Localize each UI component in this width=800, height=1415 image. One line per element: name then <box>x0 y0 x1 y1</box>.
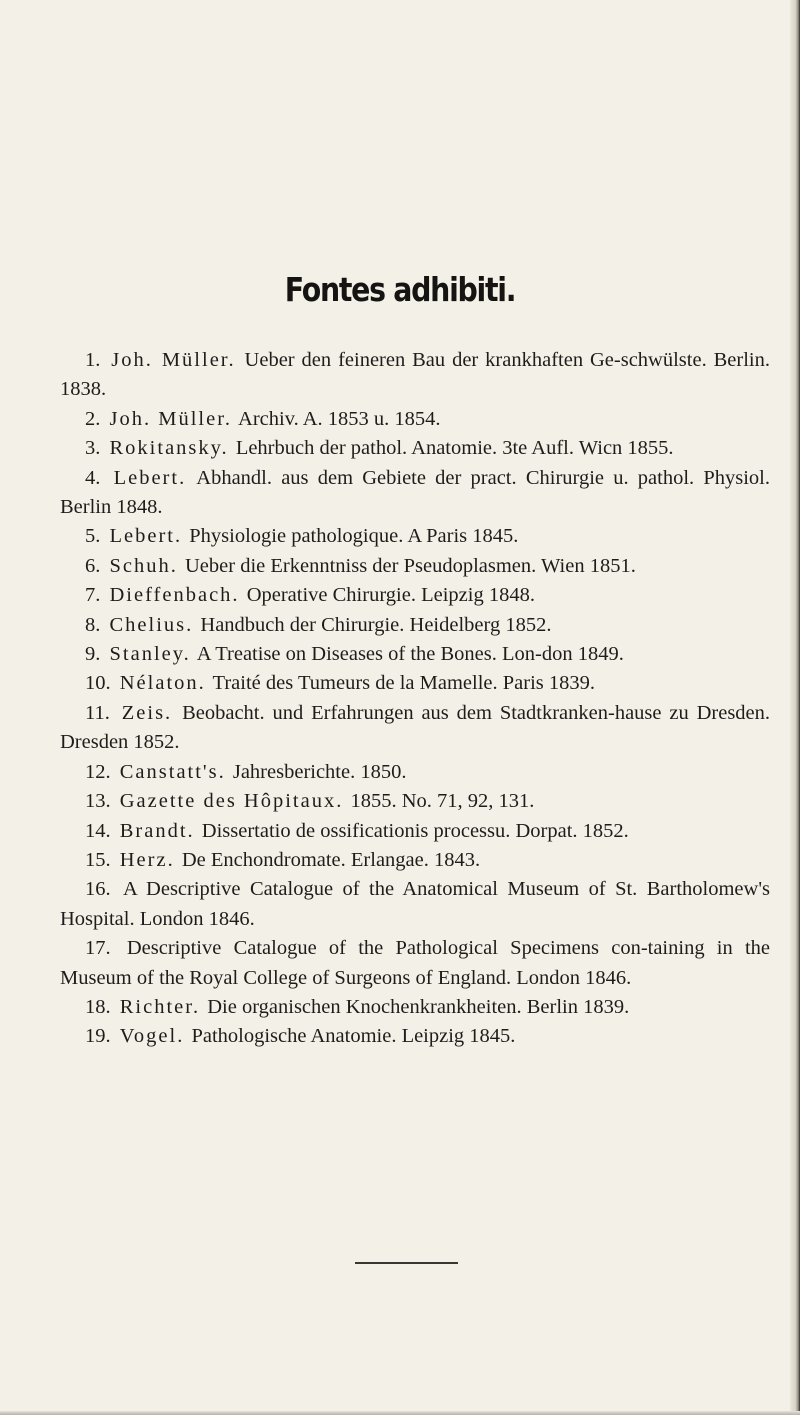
reference-item <box>60 699 770 758</box>
reference-item <box>60 875 770 934</box>
reference-number: 12. <box>85 760 111 783</box>
reference-item <box>60 405 770 434</box>
reference-author: Stanley. <box>109 643 191 666</box>
reference-number: 17. <box>85 937 111 960</box>
reference-author: Vogel. <box>119 1025 185 1048</box>
reference-number: 15. <box>85 848 111 871</box>
reference-item <box>60 464 770 523</box>
page-title: Fontes adhibiti. <box>284 270 516 309</box>
reference-item <box>60 346 770 405</box>
reference-author: Richter. <box>119 995 201 1018</box>
reference-number: 16. <box>85 878 111 901</box>
reference-text: Dissertatio de ossificationis processu. Dorpat. 1852. <box>201 819 629 842</box>
reference-author: Joh. Müller. <box>109 407 233 430</box>
reference-text: Jahresberichte. 1850. <box>232 760 407 783</box>
reference-author: Canstatt's. <box>119 760 226 783</box>
reference-text: Archiv. A. 1853 u. 1854. <box>238 407 441 430</box>
reference-item <box>60 434 770 463</box>
reference-text: Physiologie pathologique. A Paris 1845. <box>189 525 519 548</box>
reference-text: Traité des Tumeurs de la Mamelle. Paris 1839. <box>212 672 595 695</box>
reference-list <box>60 346 770 1052</box>
reference-text: Beobacht. und Erfahrungen aus dem Stadtkranken-hause zu Dresden. Dresden 1852. <box>60 701 771 754</box>
reference-number: 18. <box>85 995 111 1018</box>
reference-author: Nélaton. <box>119 672 206 695</box>
reference-number: 1. <box>85 349 101 371</box>
reference-number: 10. <box>85 672 111 695</box>
reference-item <box>60 611 770 640</box>
reference-item <box>60 1022 770 1051</box>
reference-text: A Descriptive Catalogue of the Anatomical Museum of St. Bartholomew's Hospital. London 1846. <box>60 878 770 930</box>
reference-author: Herz. <box>119 848 175 871</box>
reference-text: Descriptive Catalogue of the Pathological Specimens con-taining in the Museum of the Royal College of Surgeons of England. London 1846. <box>60 937 771 989</box>
reference-number: 9. <box>85 643 101 666</box>
reference-number: 5. <box>85 525 101 548</box>
reference-number: 3. <box>85 437 101 460</box>
reference-item <box>60 846 770 875</box>
reference-number: 6. <box>85 554 101 577</box>
reference-number: 13. <box>85 790 111 813</box>
reference-author: Joh. Müller. <box>111 349 236 371</box>
reference-author: Lebert. <box>109 525 183 548</box>
reference-author: Gazette des Hôpitaux. <box>119 790 344 813</box>
reference-item <box>60 817 770 846</box>
reference-author: Chelius. <box>109 613 194 636</box>
reference-item <box>60 787 770 816</box>
reference-text: Ueber die Erkenntniss der Pseudoplasmen. Wien 1851. <box>185 554 636 577</box>
reference-text: De Enchondromate. Erlangae. 1843. <box>181 848 481 871</box>
reference-text: Die organischen Knochenkrankheiten. Berlin 1839. <box>207 995 630 1018</box>
page-bottom-edge <box>0 1411 800 1415</box>
closing-rule <box>355 1262 458 1264</box>
reference-author: Rokitansky. <box>109 437 229 460</box>
reference-number: 2. <box>85 407 101 430</box>
reference-number: 11. <box>85 701 110 724</box>
reference-text: Lehrbuch der pathol. Anatomie. 3te Aufl. Wicn 1855. <box>235 437 674 460</box>
reference-item <box>60 581 770 610</box>
reference-text: Abhandl. aus dem Gebiete der pract. Chirurgie u. pathol. Physiol. Berlin 1848. <box>60 466 770 519</box>
reference-author: Schuh. <box>109 554 178 577</box>
reference-number: 19. <box>85 1025 111 1048</box>
reference-item <box>60 993 770 1022</box>
reference-item <box>60 522 770 551</box>
reference-text: Ueber den feineren Bau der krankhaften Ge-schwülste. Berlin. 1838. <box>60 349 770 401</box>
reference-text: A Treatise on Diseases of the Bones. Lon-don 1849. <box>196 643 624 666</box>
reference-text: Handbuch der Chirurgie. Heidelberg 1852. <box>200 613 552 636</box>
reference-number: 7. <box>85 584 101 607</box>
reference-item <box>60 552 770 581</box>
reference-author: Dieffenbach. <box>109 584 240 607</box>
reference-text: Operative Chirurgie. Leipzig 1848. <box>246 584 535 607</box>
reference-number: 4. <box>85 466 101 489</box>
reference-item <box>60 758 770 787</box>
reference-item <box>60 669 770 698</box>
reference-text: 1855. No. 71, 92, 131. <box>350 790 535 813</box>
reference-item <box>60 640 770 669</box>
reference-number: 8. <box>85 613 101 636</box>
reference-author: Lebert. <box>113 466 187 489</box>
reference-item <box>60 934 770 993</box>
reference-author: Brandt. <box>119 819 195 842</box>
reference-number: 14. <box>85 819 111 842</box>
reference-author: Zeis. <box>121 701 173 724</box>
page-edge-shadow <box>790 0 800 1415</box>
reference-text: Pathologische Anatomie. Leipzig 1845. <box>191 1025 516 1048</box>
